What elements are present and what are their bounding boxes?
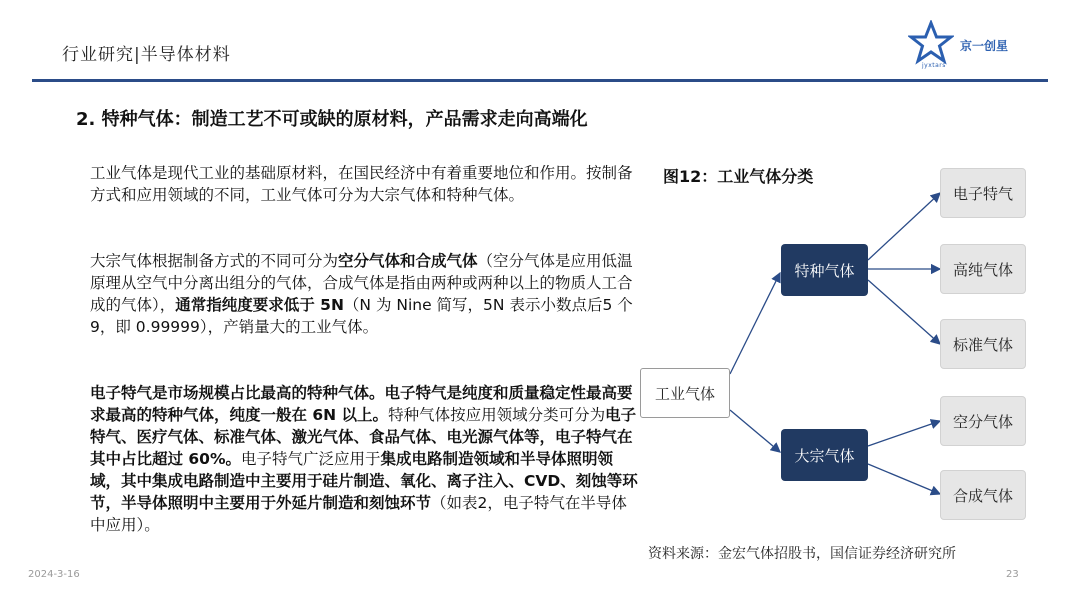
logo-subtext: jyxtars bbox=[922, 62, 946, 69]
connector-bulk-airseparation bbox=[868, 421, 940, 446]
footer-date: 2024-3-16 bbox=[28, 569, 80, 580]
star-logo-icon bbox=[908, 20, 954, 66]
paragraph-text: 大宗气体根据制备方式的不同可分为 bbox=[90, 252, 339, 270]
paragraph-text: 特种气体按应用领域分类可分为 bbox=[388, 406, 606, 424]
connector-root-special bbox=[730, 273, 780, 374]
paragraph-electronic-gas bbox=[90, 382, 640, 536]
company-logo bbox=[908, 20, 1038, 72]
paragraph-text: （N 为 Nine 简写，5N 表示小数点后5 个 9，即 0.99999），产销量大的工业气体。 bbox=[90, 296, 633, 336]
paragraph-text: 电子特气广泛应用于 bbox=[241, 450, 381, 468]
node-standard-gas: 标准气体 bbox=[940, 319, 1026, 369]
node-electronic-gas: 电子特气 bbox=[940, 168, 1026, 218]
node-synthetic-gas: 合成气体 bbox=[940, 470, 1026, 520]
paragraph-text: （如表2，电子特气在半导体中应用）。 bbox=[90, 494, 627, 534]
node-industrial-gas: 工业气体 bbox=[640, 368, 730, 418]
paragraph-text: 工业气体是现代工业的基础原材料，在国民经济中有着重要地位和作用。按制备方式和应用领域的不同，工业气体可分为大宗气体和特种气体。 bbox=[90, 164, 633, 204]
paragraph-industrial-gas bbox=[90, 162, 640, 206]
paragraph-bold-text: 集成电路制造领域和半导体照明领域，其中集成电路制造中主要用于硅片制造、氧化、离子注入、CVD、刻蚀等环节，半导体照明中主要用于外延片制造和刻蚀环节 bbox=[90, 450, 638, 512]
connector-bulk-synthetic bbox=[868, 464, 940, 494]
figure-title: 图12：工业气体分类 bbox=[663, 167, 814, 186]
connector-special-standard bbox=[868, 280, 940, 344]
page-number: 23 bbox=[1006, 569, 1019, 580]
paragraph-text: （空分气体是应用低温原理从空气中分离出组分的气体，合成气体是指由两种或两种以上的物质人工合成的气体）， bbox=[90, 252, 633, 314]
paragraph-bold-text: 通常指纯度要求低于 5N bbox=[175, 296, 344, 314]
node-high-purity-gas: 高纯气体 bbox=[940, 244, 1026, 294]
section-title: 2. 特种气体：制造工艺不可或缺的原材料，产品需求走向高端化 bbox=[76, 109, 588, 130]
connector-root-bulk bbox=[730, 410, 780, 452]
paragraph-bulk-gas bbox=[90, 250, 640, 338]
paragraph-bold-text: 电子特气是市场规模占比最高的特种气体。电子特气是纯度和质量稳定性最高要求最高的特种气体，纯度一般在 6N 以上。 bbox=[90, 384, 633, 424]
paragraph-bold-text: 空分气体和合成气体 bbox=[338, 252, 478, 270]
node-special-gas: 特种气体 bbox=[781, 244, 868, 296]
header-title: 行业研究|半导体材料 bbox=[62, 45, 231, 65]
node-air-separation-gas: 空分气体 bbox=[940, 396, 1026, 446]
logo-name: 京一创星 bbox=[960, 39, 1009, 53]
header-divider bbox=[32, 79, 1048, 82]
gas-classification-diagram bbox=[638, 160, 1038, 540]
paragraph-bold-text: 电子特气、医疗气体、标准气体、激光气体、食品气体、电光源气体等，电子特气在其中占比超过 60%。 bbox=[90, 406, 637, 468]
connector-special-electronic bbox=[868, 193, 940, 260]
node-bulk-gas: 大宗气体 bbox=[781, 429, 868, 481]
figure-source: 资料来源：金宏气体招股书，国信证券经济研究所 bbox=[648, 546, 956, 562]
